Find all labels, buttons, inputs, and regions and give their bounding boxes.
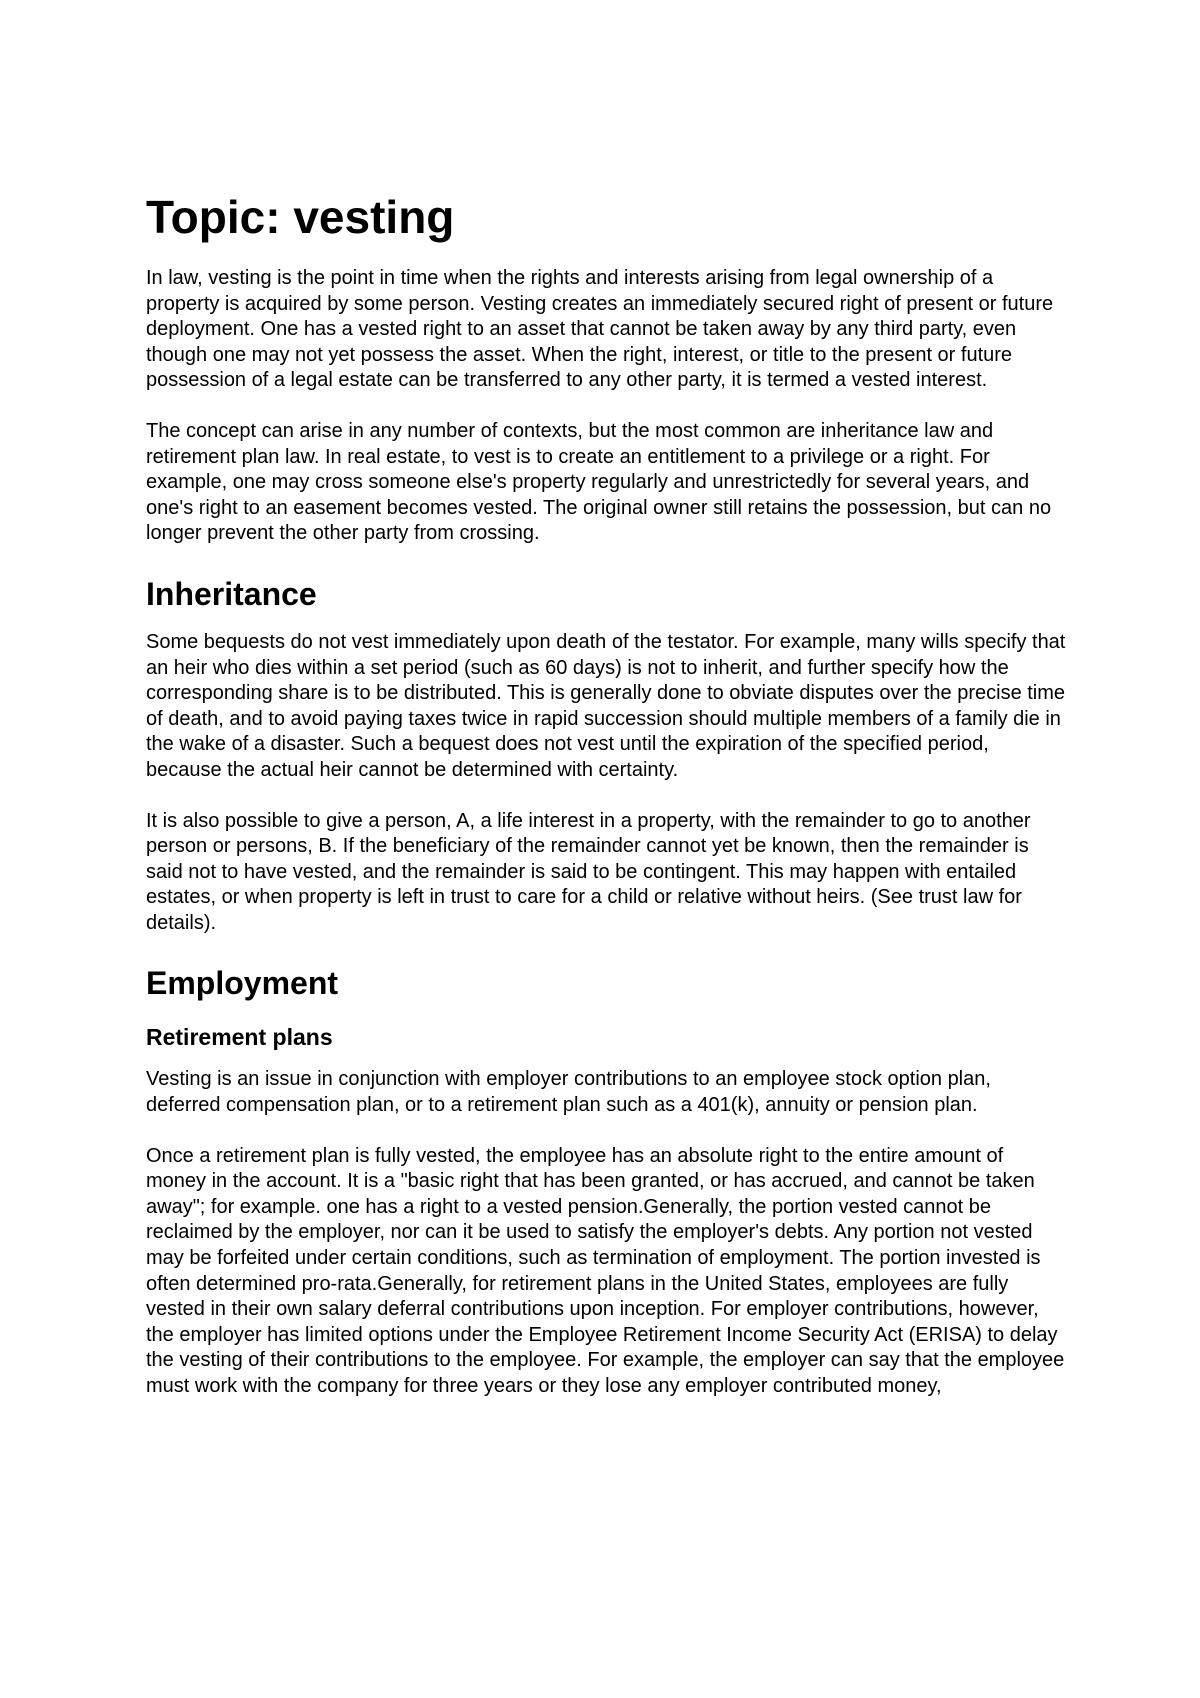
inheritance-heading: Inheritance <box>146 575 317 612</box>
page-title: Topic: vesting <box>146 191 455 243</box>
document-page <box>146 188 1066 1425</box>
retirement-paragraph-2: Once a retirement plan is fully vested, the employee has an absolute right to the entire amount of money in the account. It is a "basic right that has been granted, or has accrued, and cannot be taken away"; for example. one has a right to a vested pension.Generally, the portion vested cannot be reclaimed by the employer, nor can it be used to satisfy the employer's debts. Any portion not vested may be forfeited under certain conditions, such as termination of employment. The portion invested is often determined pro-rata.Generally, for retirement plans in the United States, employees are fully vested in their own salary deferral contributions upon inception. For employer contributions, however, the employer has limited options under the Employee Retirement Income Security Act (ERISA) to delay the vesting of their contributions to the employee. For example, the employer can say that the employee must work with the company for three years or they lose any employer contributed money, <box>146 1144 1065 1397</box>
inheritance-paragraph-1: Some bequests do not vest immediately upon death of the testator. For example, many wills specify that an heir who dies within a set period (such as 60 days) is not to inherit, and further specify how the corresponding share is to be distributed. This is generally done to obviate disputes over the precise time of death, and to avoid paying taxes twice in rapid succession should multiple members of a family die in the wake of a disaster. Such a bequest does not vest until the expiration of the specified period, because the actual heir cannot be determined with certainty. <box>146 630 1066 781</box>
intro-paragraph-1: In law, vesting is the point in time when the rights and interests arising from legal ownership of a property is acquired by some person. Vesting creates an immediately secured right of present or future deployment. One has a vested right to an asset that cannot be taken away by any third party, even though one may not yet possess the asset. When the right, interest, or title to the present or future possession of a legal estate can be transferred to any other party, it is termed a vested interest. <box>146 267 1054 392</box>
retirement-paragraph-1: Vesting is an issue in conjunction with employer contributions to an employee stock option plan, deferred compensation plan, or to a retirement plan such as a 401(k), annuity or pension plan. <box>146 1068 991 1117</box>
retirement-plans-heading: Retirement plans <box>146 1024 333 1051</box>
employment-heading: Employment <box>146 965 339 1002</box>
inheritance-paragraph-2: It is also possible to give a person, A, a life interest in a property, with the remainder to go to another person or persons, B. If the beneficiary of the remainder cannot yet be known, then the remainder is said not to have vested, and the remainder is said to be contingent. This may happen with entailed estates, or when property is left in trust to care for a child or relative without heirs. (See trust law for details). <box>146 809 1031 934</box>
intro-paragraph-2: The concept can arise in any number of contexts, but the most common are inheritance law and retirement plan law. In real estate, to vest is to create an entitlement to a privilege or a right. For example, one may cross someone else's property regularly and unrestrictedly for several years, and one's right to an easement becomes vested. The original owner still retains the possession, but can no longer prevent the other party from crossing. <box>146 419 1052 545</box>
